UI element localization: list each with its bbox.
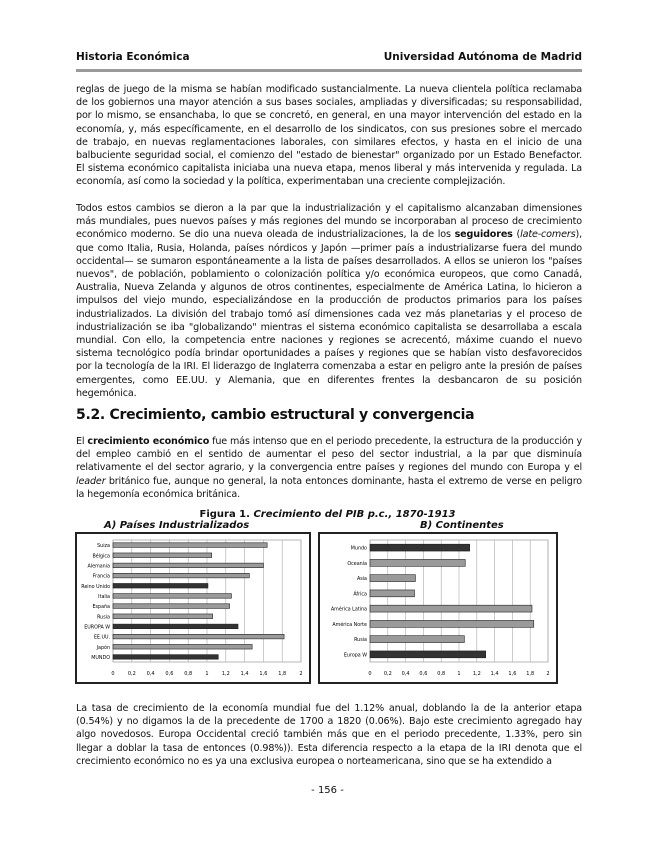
text: británico fue, aunque no general, la nota entonces dominante, hasta el extremo de verse en peligro la hegemonía económica británica. xyxy=(76,475,582,500)
x-tick-label: 1,2 xyxy=(472,671,481,677)
paragraph-1: reglas de juego de la misma se habían modificado sustancialmente. La nueva clientela política reclamaba de los gobiernos una mayor atención a sus bases sociales, ampliadas y diversificadas; su responsabilidad, por lo mismo, se ensanchaba, lo que se concretó, en general, en una mayor intervención del estado en la economía, y, más específicamente, en el desarrollo de los sindicatos, con sus presiones sobre el mercado de trabajo, en nuevas reglamentaciones laborales, con similares efectos, y hasta en el inicio de una balbuciente seguridad social, el comienzo del "estado de bienestar" organizado por un Estado Benefactor. El sistema económico capitalista iniciaba una nueva etapa, menos liberal y más intervenida y regulada. La economía, así como la sociedad y la política, experimentaban una creciente complejización. xyxy=(76,84,582,188)
bar-bélgica xyxy=(113,553,212,558)
x-tick-label: 0 xyxy=(111,671,115,677)
x-tick-label: 1,8 xyxy=(526,671,535,677)
x-tick-label: 2 xyxy=(299,671,303,677)
italic-term: late-comers xyxy=(520,229,576,241)
bar-francia xyxy=(113,573,249,578)
y-category-label: Mundo xyxy=(350,546,367,552)
bar-suiza xyxy=(113,543,267,548)
x-tick-label: 1,6 xyxy=(259,671,268,677)
y-category-label: Bélgica xyxy=(92,554,110,560)
bar-italia xyxy=(113,594,231,599)
text: Todos estos cambios se dieron a la par que la industrialización y el capitalismo alcanzaban dimensiones más mundiales, pues nuevos países y más regiones del mundo se incorporaban al proceso de crecimiento económico moderno. Se dio una nueva oleada de industrializaciones, la de los xyxy=(76,203,582,241)
bar-japón xyxy=(113,644,252,649)
text: ), que como Italia, Rusia, Holanda, países nórdicos y Japón —primer país a industrializarse fuera del mundo occidental— se sumaron espontáneamente a la lista de países desarrollados. A ellos se unieron los "países nuevos", de población, poblamiento o colonización política y/o económica europeos, que como Canadá, Australia, Nueva Zelanda y algunos de otros continentes, especialmente de América Latina, lo hicieron a impulsos del viejo mundo, especializándose en la producción de productos primarios para los países industrializados. La división del trabajo tomó así dimensiones cada vez más planetarias y el proceso de industrialización se iba "globalizando" mientras el sistema económico capitalista se desarrollaba a escala mundial. Con ello, la competencia entre naciones y regiones se acrecentó, máxime cuando el nuevo sistema tecnológico podía brindar oportunidades a países y regiones que se habían visto desfavorecidos por la tecnología de la IRI. El liderazgo de Inglaterra comenzaba a estar en peligro ante la presión de países emergentes, como EE.UU. y Alemania, que en diferentes frentes la desbancaron de su posición hegemónica. xyxy=(76,229,582,399)
x-tick-label: 1,2 xyxy=(221,671,230,677)
chart-a-title: A) Países Industrializados xyxy=(104,520,250,531)
chart-paises-industrializados xyxy=(75,532,311,684)
text: fue más intenso que en el periodo precedente, la estructura de la producción y del empleo cambió en el sentido de aumentar el peso del sector industrial, a la par que disminuía relativamente el del sector agrario, y la convergencia entre países y regiones del mundo con Europa y el xyxy=(76,436,582,474)
y-category-label: Alemania xyxy=(87,564,110,570)
bold-term: seguidores xyxy=(454,229,513,241)
bar-mundo xyxy=(113,655,218,660)
y-category-label: Suiza xyxy=(97,544,110,550)
y-category-label: Italia xyxy=(98,594,110,600)
y-category-label: Europa W xyxy=(343,653,367,659)
y-category-label: América Latina xyxy=(330,607,367,613)
x-tick-label: 0,6 xyxy=(419,671,428,677)
x-tick-label: 0,8 xyxy=(184,671,193,677)
header-rule xyxy=(76,69,582,72)
y-category-label: Japón xyxy=(96,645,110,651)
y-category-label: MUNDO xyxy=(91,655,110,661)
x-tick-label: 1,8 xyxy=(278,671,287,677)
y-category-label: Francia xyxy=(92,574,110,580)
bar-ee-uu- xyxy=(113,634,284,639)
y-category-label: África xyxy=(353,592,367,598)
bar-rusia xyxy=(113,614,213,619)
page-number: - 156 - xyxy=(311,785,344,796)
bar-áfrica xyxy=(370,590,415,597)
y-category-label: Rusia xyxy=(354,638,367,644)
paragraph-3 xyxy=(76,435,582,501)
bar-europa-w xyxy=(113,624,238,629)
bar-rusia xyxy=(370,636,464,643)
y-category-label: América Norte xyxy=(332,622,367,628)
x-tick-label: 1,6 xyxy=(508,671,517,677)
header-right: Universidad Autónoma de Madrid xyxy=(383,51,582,63)
bar-europa-w xyxy=(370,651,486,658)
chart-b-title: B) Continentes xyxy=(420,520,504,531)
x-tick-label: 2 xyxy=(546,671,550,677)
x-tick-label: 1 xyxy=(457,671,461,677)
x-tick-label: 0,2 xyxy=(383,671,392,677)
x-tick-label: 1,4 xyxy=(490,671,499,677)
bar-alemania xyxy=(113,563,263,568)
bar-américa-norte xyxy=(370,620,534,627)
x-tick-label: 1 xyxy=(205,671,209,677)
paragraph-4: La tasa de crecimiento de la economía mundial fue del 1.12% anual, doblando la de la anterior etapa (0.54%) y no digamos la de la precedente de 1700 a 1820 (0.06%). Bajo este crecimiento agregado hay algo novedosos. Europa Occidental creció también más que en el periodo precedente, 1.33%, pero sin llegar a doblar la tasa de entonces (0.98%)). Esta diferencia respecto a la etapa de la IRI denota que el crecimiento económico no es ya una exclusiva europea o norteamericana, sino que se ha extendido a xyxy=(76,703,582,767)
section-heading: 5.2. Crecimiento, cambio estructural y convergencia xyxy=(76,407,475,423)
bar-españa xyxy=(113,604,230,609)
y-category-label: España xyxy=(92,605,110,611)
x-tick-label: 0,4 xyxy=(401,671,410,677)
y-category-label: Reino Unido xyxy=(81,584,110,590)
bar-mundo xyxy=(370,544,470,551)
figure-title xyxy=(0,509,655,520)
y-category-label: Oceanía xyxy=(347,561,367,567)
header-left: Historia Económica xyxy=(76,51,190,63)
y-category-label: Asia xyxy=(356,577,367,583)
x-tick-label: 0,8 xyxy=(437,671,446,677)
paragraph-2 xyxy=(76,202,582,400)
y-category-label: EUROPA W xyxy=(84,625,110,631)
y-category-label: EE.UU. xyxy=(93,635,110,641)
x-tick-label: 1,4 xyxy=(240,671,249,677)
x-tick-label: 0,4 xyxy=(146,671,155,677)
y-category-label: Rusia xyxy=(97,615,110,621)
text: ( xyxy=(512,229,521,241)
figure-label: Figura 1. xyxy=(199,509,250,520)
figure-caption: Crecimiento del PIB p.c., 1870-1913 xyxy=(253,509,456,520)
x-tick-label: 0 xyxy=(368,671,372,677)
chart-continentes xyxy=(318,532,558,684)
x-tick-label: 0,2 xyxy=(127,671,136,677)
bar-américa-latina xyxy=(370,605,532,612)
bar-oceanía xyxy=(370,559,465,566)
bar-asia xyxy=(370,575,415,582)
x-tick-label: 0,6 xyxy=(165,671,174,677)
text: El xyxy=(76,436,88,447)
bold-term: crecimiento económico xyxy=(87,436,210,447)
running-header xyxy=(76,51,582,63)
italic-term: leader xyxy=(76,475,106,487)
bar-reino-unido xyxy=(113,583,208,588)
